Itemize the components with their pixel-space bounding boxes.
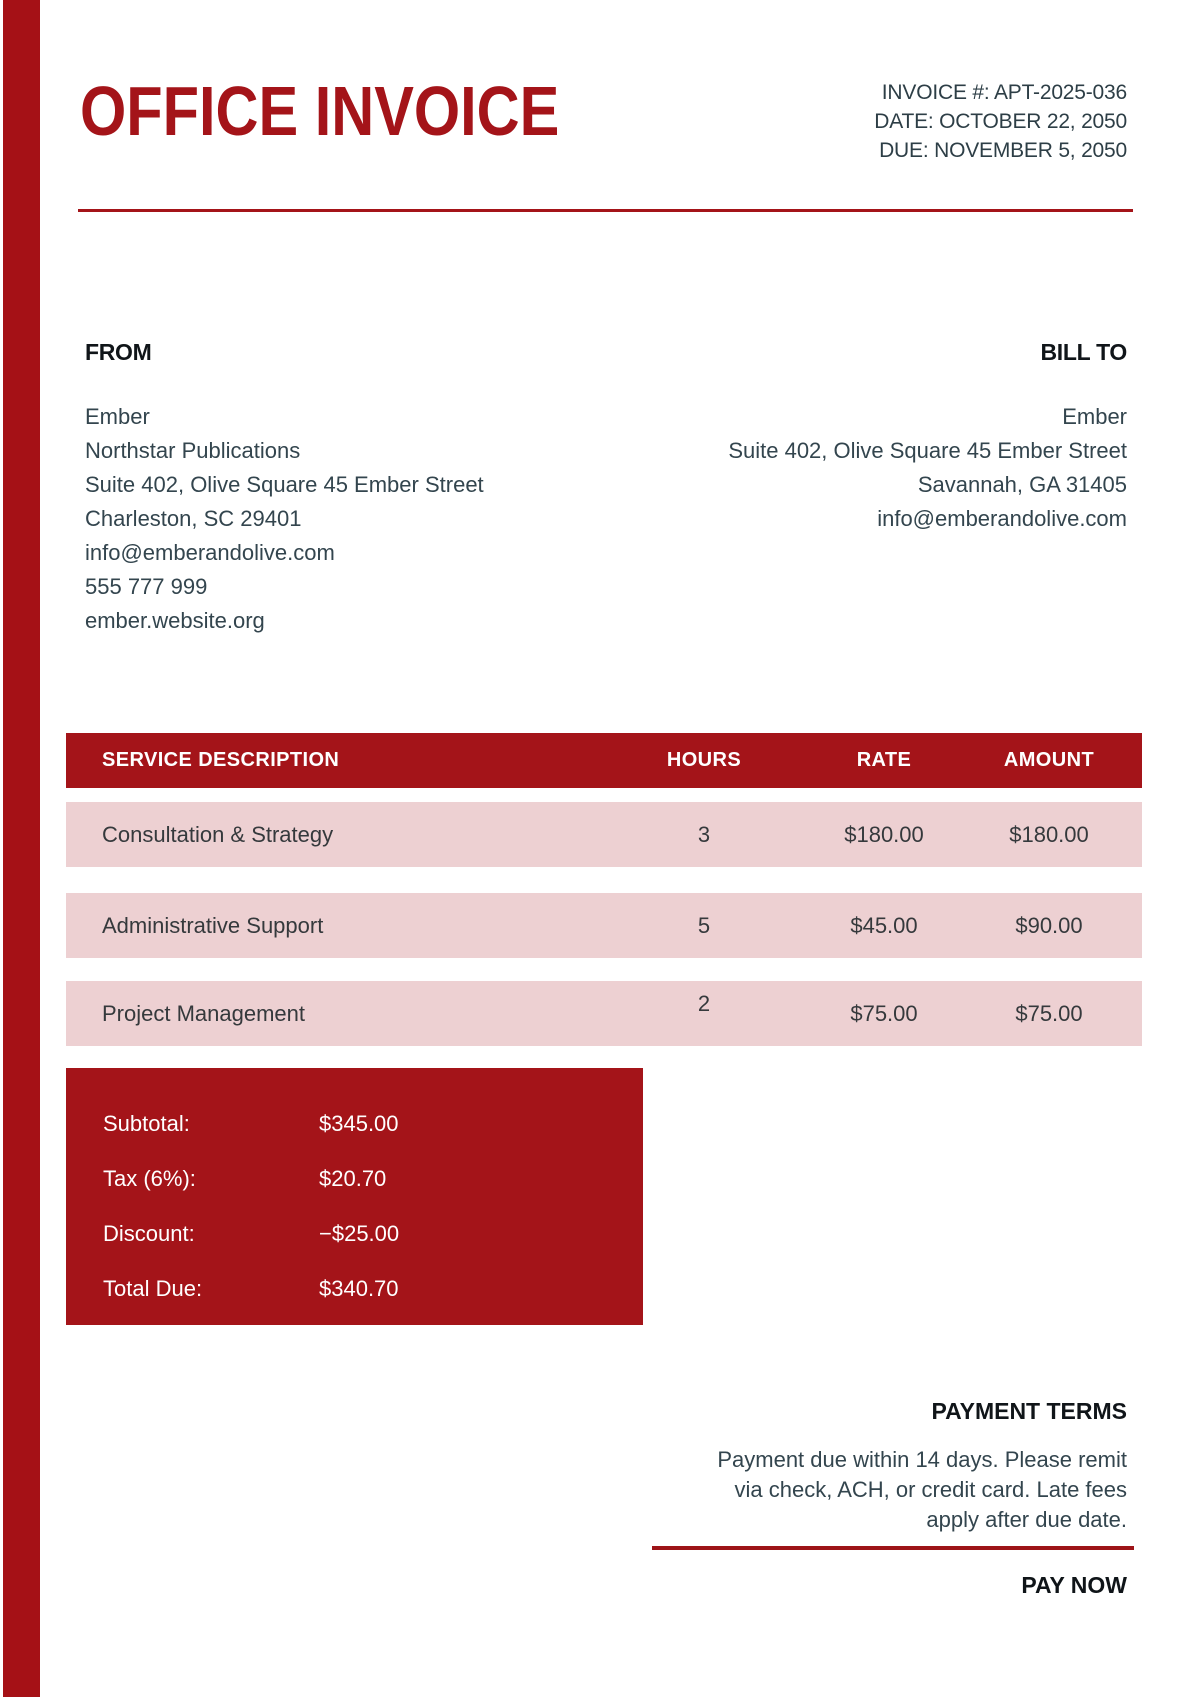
from-phone: 555 777 999: [85, 574, 208, 599]
service-rate: $180.00: [844, 821, 924, 847]
tax-label: Tax (6%):: [103, 1166, 196, 1191]
service-hours: [596, 913, 812, 939]
subtotal-value: $345.00: [319, 1111, 399, 1136]
from-email: info@emberandolive.com: [85, 540, 335, 565]
discount-label: Discount:: [103, 1221, 195, 1246]
service-hours-value: 5: [697, 912, 711, 938]
total-due-label: Total Due:: [103, 1276, 203, 1301]
from-city: Charleston, SC 29401: [85, 506, 302, 531]
col-header-amount: AMOUNT: [1003, 749, 1095, 771]
from-heading: FROM: [85, 339, 152, 365]
subtotal-label: Subtotal:: [103, 1111, 190, 1136]
billto-city: Savannah, GA 31405: [917, 472, 1127, 497]
payment-terms-line: Payment due within 14 days. Please remit: [717, 1447, 1127, 1472]
invoice-meta: [874, 78, 1127, 165]
invoice-date: DATE: OCTOBER 22, 2050: [874, 110, 1127, 133]
summary-row-tax: [103, 1151, 643, 1206]
col-header-rate: RATE: [856, 749, 912, 771]
from-street: Suite 402, Olive Square 45 Ember Street: [85, 472, 484, 497]
pay-now-divider: [652, 1546, 1134, 1550]
service-description: Project Management: [102, 1000, 305, 1026]
total-due-value: $340.70: [319, 1276, 399, 1301]
service-hours: [596, 990, 812, 1027]
header-divider: [78, 209, 1133, 212]
payment-terms-line: apply after due date.: [926, 1507, 1127, 1532]
table-row: [66, 981, 1142, 1046]
payment-terms-line: via check, ACH, or credit card. Late fees: [734, 1477, 1127, 1502]
service-hours: [596, 822, 812, 848]
billto-name: Ember: [1062, 404, 1127, 429]
from-company: Northstar Publications: [85, 438, 301, 463]
billto-street: Suite 402, Olive Square 45 Ember Street: [728, 438, 1127, 463]
billto-address: [728, 400, 1127, 536]
payment-terms-heading: PAYMENT TERMS: [931, 1398, 1127, 1424]
from-website: ember.website.org: [85, 608, 265, 633]
left-accent-bar: [3, 0, 40, 1697]
tax-value: $20.70: [319, 1166, 387, 1191]
pay-now-button[interactable]: PAY NOW: [1021, 1572, 1127, 1598]
invoice-due-date: DUE: NOVEMBER 5, 2050: [879, 139, 1127, 162]
service-description: Administrative Support: [102, 912, 324, 938]
billto-heading: BILL TO: [1040, 339, 1127, 365]
service-hours-value: 2: [697, 990, 711, 1016]
discount-value: −$25.00: [319, 1221, 400, 1246]
from-name: Ember: [85, 404, 150, 429]
table-row: [66, 802, 1142, 867]
col-header-hours: HOURS: [666, 749, 742, 771]
table-header-row: [66, 733, 1142, 788]
table-row: [66, 893, 1142, 958]
service-amount: $90.00: [1015, 912, 1083, 938]
summary-row-subtotal: [103, 1096, 643, 1151]
billto-email: info@emberandolive.com: [877, 506, 1127, 531]
page-title: OFFICE INVOICE: [80, 72, 560, 150]
totals-summary-box: [66, 1068, 643, 1325]
invoice-number: INVOICE #: APT-2025-036: [881, 81, 1127, 104]
summary-row-total-due: [103, 1261, 643, 1316]
col-header-service-description: SERVICE DESCRIPTION: [102, 749, 340, 771]
service-hours-value: 3: [697, 821, 711, 847]
payment-terms-text: [717, 1445, 1127, 1535]
service-rate: $45.00: [850, 912, 918, 938]
service-rate: $75.00: [850, 1000, 918, 1026]
service-amount: $75.00: [1015, 1000, 1083, 1026]
service-amount: $180.00: [1009, 821, 1089, 847]
summary-row-discount: [103, 1206, 643, 1261]
from-address: [85, 400, 484, 638]
services-table: [66, 733, 1142, 1046]
service-description: Consultation & Strategy: [102, 821, 334, 847]
